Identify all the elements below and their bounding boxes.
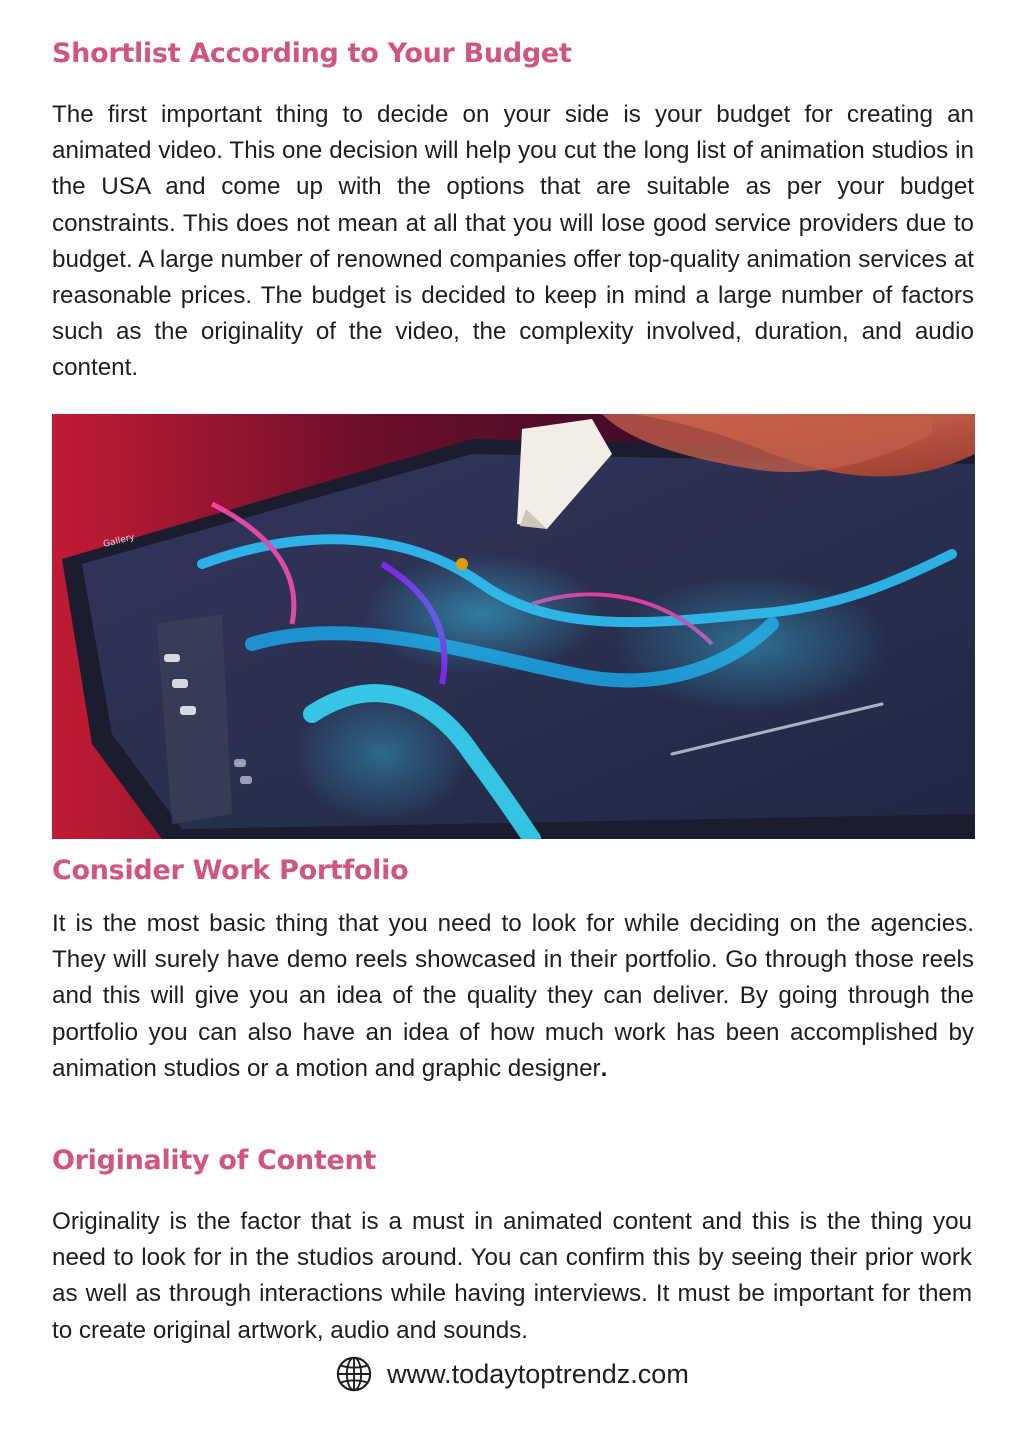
globe-icon: [335, 1355, 373, 1393]
section-heading-budget: Shortlist According to Your Budget: [52, 38, 572, 69]
website-url[interactable]: www.todaytoptrendz.com: [387, 1358, 689, 1389]
section-heading-originality: Originality of Content: [52, 1145, 376, 1176]
section-body-budget: The first important thing to decide on your side is your budget for creating an animated video. This one decision will help you cut the long list of animation studios in the USA and come up with the options that are suitable as per your budget constraints. This does not mean at all that you will lose good service providers due to budget. A large number of renowned companies offer top-quality animation services at reasonable prices. The budget is decided to keep in mind a large number of factors such as the originality of the video, the complexity involved, duration, and audio content.: [52, 101, 974, 382]
section-body-portfolio-text: It is the most basic thing that you need to look for while deciding on the agencies. They will surely have demo reels showcased in their portfolio. Go through those reels and this will give you an idea of the quality they can deliver. By going through the portfolio you can also have an idea of how much work has been accomplished by animation studios or a motion and graphic designer: [52, 910, 974, 1082]
footer: [0, 1354, 1024, 1394]
section-body-originality: Originality is the factor that is a must in animated content and this is the thing you need to look for in the studios around. You can confirm this by seeing their prior work as well as through interactions while having interviews. It must be important for them to create original artwork, audio and sounds.: [52, 1208, 972, 1344]
app-gallery-label: Gallery: [102, 532, 136, 550]
tablet-drawing-photo: [52, 414, 975, 839]
section-heading-portfolio: Consider Work Portfolio: [52, 855, 409, 886]
section-body-portfolio: [52, 906, 974, 1087]
section-body-portfolio-end: .: [600, 1054, 608, 1082]
